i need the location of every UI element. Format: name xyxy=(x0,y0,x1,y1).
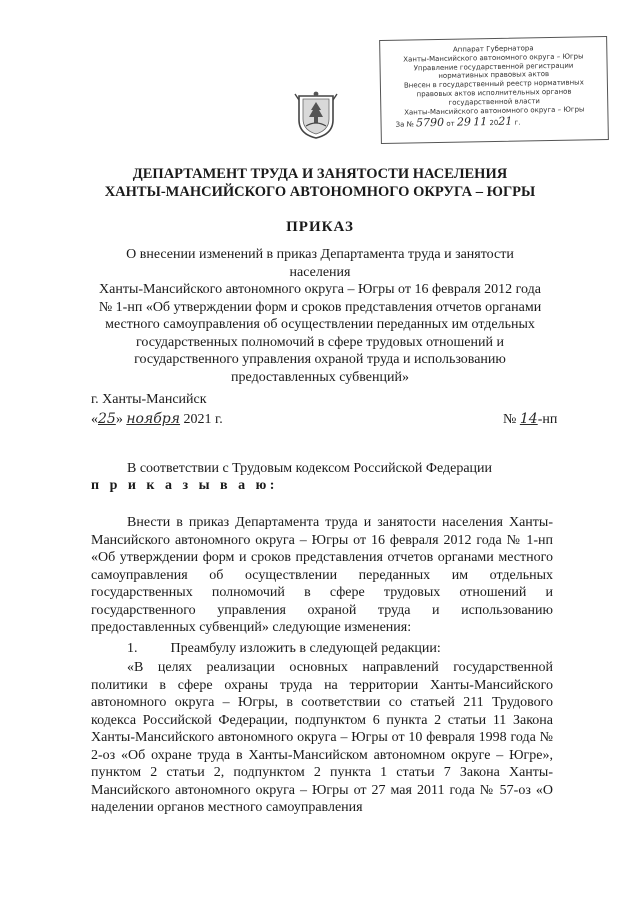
stamp-line: правовых актов исполнительных органов xyxy=(416,87,572,99)
date-month: ноября xyxy=(126,411,181,427)
stamp-line: Внесен в государственный реестр нормативных xyxy=(403,78,584,90)
order-subject xyxy=(95,246,545,386)
department-name-line-2: ХАНТЫ-МАНСИЙСКОГО АВТОНОМНОГО ОКРУГА – ЮГРЫ xyxy=(104,184,536,200)
basis-text: В соответствии с Трудовым кодексом Российской Федерации xyxy=(127,461,493,476)
stamp-reg-year-prefix: 20 xyxy=(489,119,499,128)
stamp-line: Аппарат Губернатора xyxy=(452,44,534,54)
stamp-reg-day: 29 xyxy=(456,115,472,130)
order-number-value: 14 xyxy=(519,411,538,427)
order-number xyxy=(503,411,557,428)
subject-line: Ханты-Мансийского автономного округа – Югры от 16 февраля 2012 года xyxy=(99,282,541,297)
order-date xyxy=(91,411,223,428)
subject-line: государственного управления охраной труда и использованию xyxy=(134,352,506,367)
item-text: Преамбулу изложить в следующей редакции: xyxy=(170,641,441,656)
stamp-line: Ханты-Мансийского автономного округа – Югры xyxy=(403,52,584,64)
date-quote-open: « xyxy=(91,412,98,427)
stamp-reg-year: 21 xyxy=(498,115,513,129)
stamp-line: Ханты-Мансийского автономного округа – Югры xyxy=(404,105,585,117)
date-quote-close: » xyxy=(115,412,123,427)
order-number-prefix: № xyxy=(503,412,517,427)
stamp-line: государственной власти xyxy=(448,96,541,107)
coat-of-arms-emblem-icon xyxy=(291,90,341,140)
subject-line: государственных полномочий в сфере трудовых отношений и xyxy=(136,334,504,350)
stamp-reg-number: 5790 xyxy=(415,116,445,130)
order-word: п р и к а з ы в а ю: xyxy=(91,478,278,493)
preamble-quote-paragraph: «В целях реализации основных направлений государственной политики в сфере охраны труда на территории Ханты-Мансийского автономного округа – Югры, в соответствии со статьей 211 Трудового кодекса Российской Федерации, подпунктом 6 пункта 2 статьи 11 Закона Ханты-Мансийского автономного округа – Югры от 10 февраля 1998 года № 2-оз «Об охране труда в Ханты-Мансийском автономном округе – Югре», пунктом 2 статьи 2, подпунктом 2 пункта 1 статьи 7 Закона Ханты-Мансийского автономного округа – Югры от 27 мая 2011 года № 57-оз «О наделении органов местного самоуправления xyxy=(91,660,553,815)
stamp-reg-mid: от xyxy=(446,120,455,129)
stamp-registration-line xyxy=(386,116,604,130)
stamp-reg-suffix: г. xyxy=(514,118,521,128)
subject-line: О внесении изменений в приказ Департамента труда и занятости населения xyxy=(126,247,514,280)
item-number: 1. xyxy=(127,641,138,656)
main-paragraph: Внести в приказ Департамента труда и занятости населения Ханты-Мансийского автономного округа – Югры от 16 февраля 2012 года № 1-нп «Об утверждении форм и сроков представления отчетов органами местного самоуправления об осуществлении переданных им отдельных государственных полномочий в сфере трудовых отношений и государственного управления охраной труда и использованию предоставленных субвенций» следующие изменения: xyxy=(91,515,553,635)
date-day: 25 xyxy=(98,411,116,427)
registration-stamp xyxy=(379,36,609,144)
stamp-line: Управление государственной регистрации xyxy=(413,61,574,72)
stamp-reg-prefix: За № xyxy=(395,120,414,130)
subject-line: местного самоуправления об осуществлении переданных им отдельных xyxy=(105,317,535,332)
item-1 xyxy=(127,641,441,657)
subject-line: предоставленных субвенций» xyxy=(231,369,409,385)
basis-paragraph xyxy=(91,460,553,478)
date-year: 2021 г. xyxy=(183,412,223,427)
order-number-suffix: -нп xyxy=(537,412,558,427)
stamp-line: нормативных правовых актов xyxy=(438,70,550,81)
stamp-reg-month: 11 xyxy=(473,115,488,129)
subject-line: № 1-нп «Об утверждении форм и сроков представления отчетов органами xyxy=(98,299,542,315)
document-type-title: ПРИКАЗ xyxy=(286,219,354,235)
department-name-line-1: ДЕПАРТАМЕНТ ТРУДА И ЗАНЯТОСТИ НАСЕЛЕНИЯ xyxy=(132,166,508,182)
place-of-issue: г. Ханты-Мансийск xyxy=(91,392,207,407)
